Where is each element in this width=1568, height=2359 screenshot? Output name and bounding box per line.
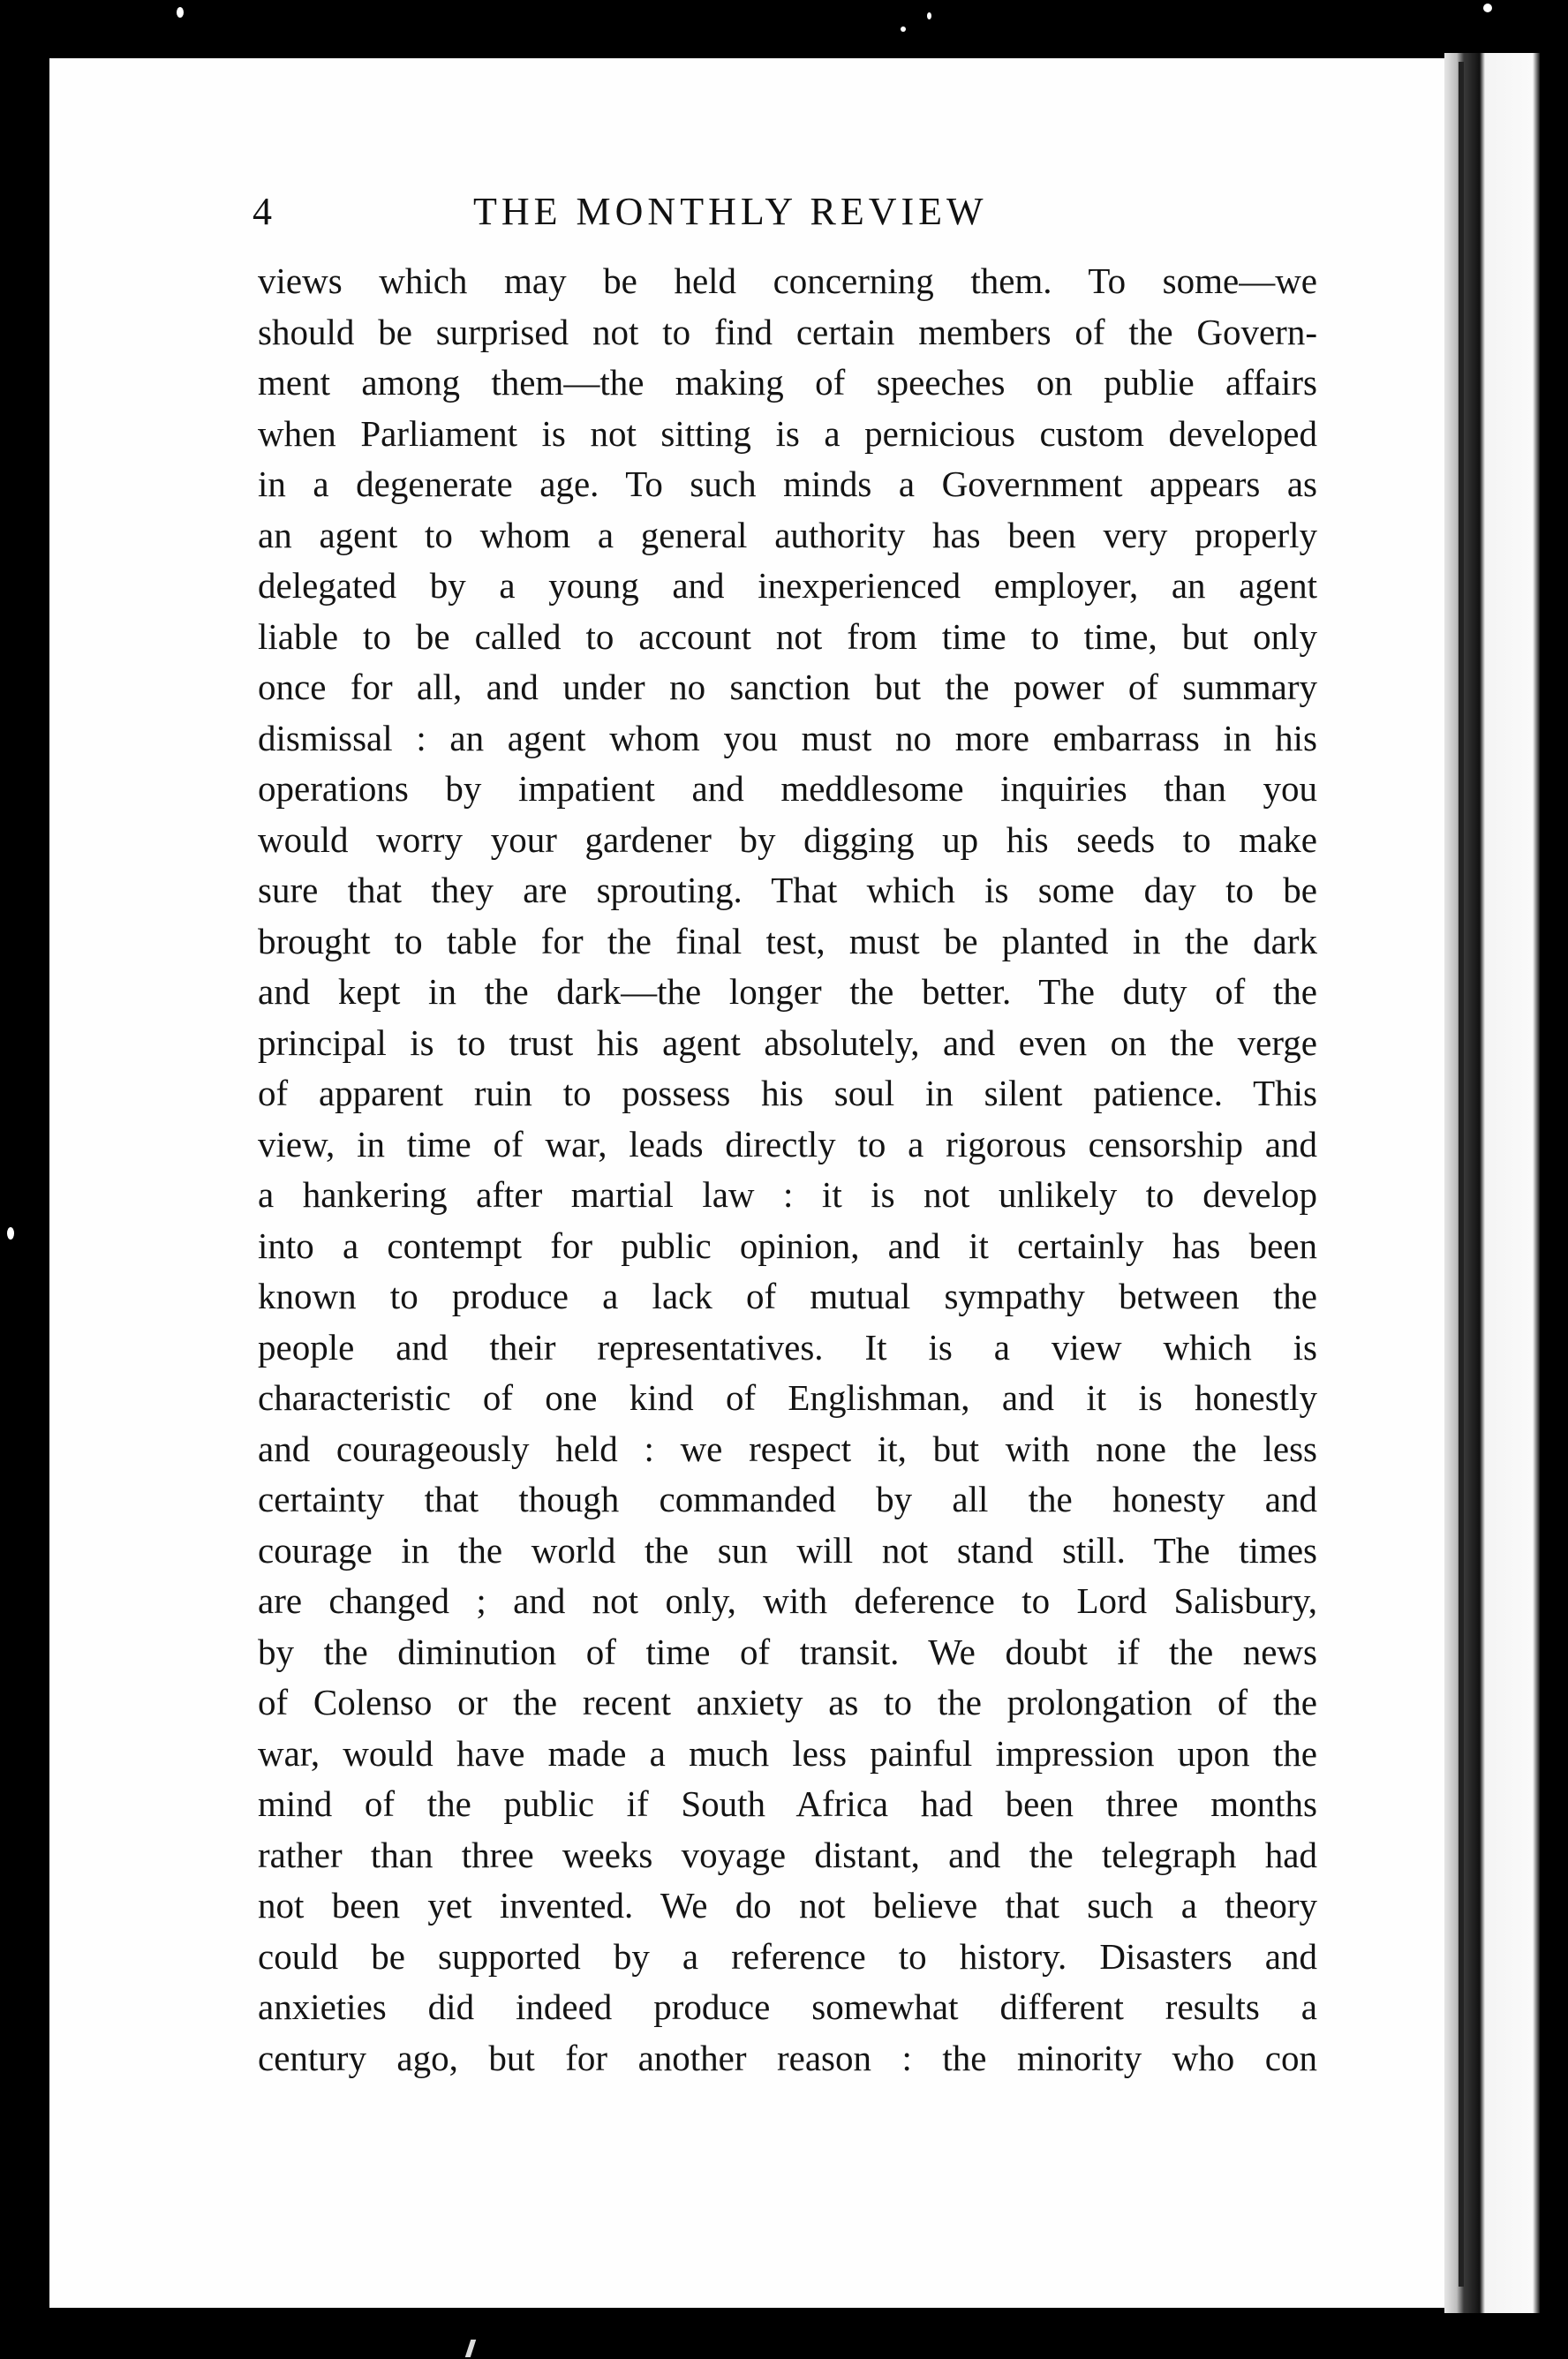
text-line: once for all, and under no sanction but the power of summary [258,667,1317,707]
text-line: anxieties did indeed produce somewhat different results a [258,1986,1317,2027]
text-line: brought to table for the final test, must be planted in the dark [258,920,1317,961]
body-text [258,256,1317,2084]
scan-speck [1483,4,1492,12]
text-line: could be supported by a reference to history. Disasters and [258,1935,1317,1977]
text-line: view, in time of war, leads directly to a rigorous censorship and [258,1123,1317,1164]
text-line: a hankering after martial law : it is not unlikely to develop [258,1174,1317,1215]
running-title: THE MONTHLY REVIEW [473,190,988,233]
text-line: courage in the world the sun will not stand still. The times [258,1529,1317,1571]
text-line: and courageously held : we respect it, but with none the less [258,1428,1317,1469]
text-line: when Parliament is not sitting is a pernicious custom developed [258,412,1317,454]
text-line: and kept in the dark—the longer the better. The duty of the [258,971,1317,1012]
page-number: 4 [253,190,272,233]
scan-speck [927,12,931,19]
text-line: war, would have made a much less painful impression upon the [258,1732,1317,1774]
scan-speck [177,7,184,18]
page-gutter-line [1459,62,1464,2287]
text-line: dismissal : an agent whom you must no more embarrass in his [258,717,1317,758]
text-line: views which may be held concerning them. To some—we [258,260,1317,301]
page-header [253,181,1312,243]
text-line: mind of the public if South Africa had been three months [258,1783,1317,1824]
text-line: certainty that though commanded by all the honesty and [258,1479,1317,1519]
text-line: an agent to whom a general authority has been very properly [258,514,1317,555]
text-line: of Colenso or the recent anxiety as to the prolongation of the [258,1682,1317,1722]
text-line: sure that they are sprouting. That which is some day to be [258,870,1317,910]
text-line: would worry your gardener by digging up his seeds to make [258,818,1317,860]
text-line: into a contempt for public opinion, and it certainly has been [258,1225,1317,1266]
text-line: in a degenerate age. To such minds a Government appears as [258,464,1317,504]
text-line: characteristic of one kind of Englishman, and it is honestly [258,1377,1317,1418]
text-line: by the diminution of time of transit. We doubt if the news [258,1631,1317,1672]
text-line: principal is to trust his agent absolutely, and even on the verge [258,1021,1317,1063]
text-line: rather than three weeks voyage distant, and the telegraph had [258,1834,1317,1875]
text-line: are changed ; and not only, with deference to Lord Salisbury, [258,1580,1317,1621]
text-line: delegated by a young and inexperienced employer, an agent [258,565,1317,606]
text-line: people and their representatives. It is a view which is [258,1326,1317,1368]
text-line: known to produce a lack of mutual sympathy between the [258,1276,1317,1316]
scan-speck [901,26,906,32]
text-line: liable to be called to account not from time to time, but only [258,615,1317,657]
text-line: century ago, but for another reason : the minority who con [258,2037,1317,2078]
scan-speck [7,1227,14,1240]
text-line: not been yet invented. We do not believe that such a theory [258,1885,1317,1926]
text-line: ment among them—the making of speeches on publie affairs [258,362,1317,403]
text-line: should be surprised not to find certain members of the Govern- [258,311,1317,352]
text-line: of apparent ruin to possess his soul in silent patience. This [258,1073,1317,1113]
text-line: operations by impatient and meddlesome inquiries than you [258,768,1317,809]
